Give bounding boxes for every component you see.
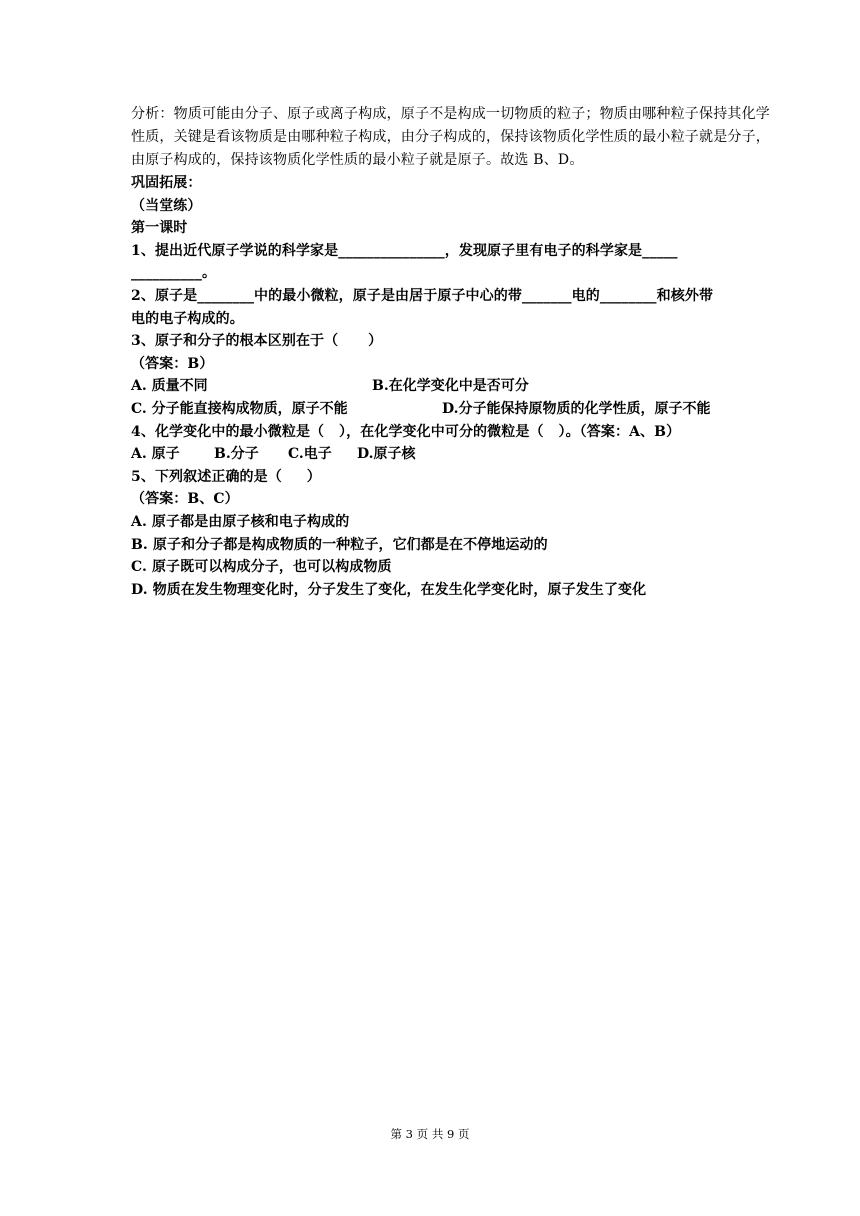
question-3-stem: 3、原子和分子的根本区别在于（ ） <box>131 333 383 350</box>
question-5-stem: 5、下列叙述正确的是（ ） <box>131 468 321 485</box>
question-4-stem: 4、化学变化中的最小微粒是（ ），在化学变化中可分的微粒是（ ）。（答案：A、B） <box>131 423 681 440</box>
page-footer: 第 3 页 共 9 页 <box>390 1127 470 1141</box>
question-5-option-b: B. 原子和分子都是构成物质的一种粒子，它们都是在不停地运动的 <box>131 536 548 553</box>
question-3-option-a: A. 质量不同 <box>131 378 208 395</box>
question-5-answer: （答案：B、C） <box>131 491 239 508</box>
question-2-line-1: 2、原子是________中的最小微粒，原子是由居于原子中心的带_______电的________和核外带 <box>131 287 714 304</box>
question-4-option-c: C.电子 <box>288 446 332 463</box>
question-3-option-d: D.分子能保持原物质的化学性质，原子不能 <box>442 400 711 417</box>
question-4-option-d: D.原子核 <box>357 446 416 463</box>
question-5-option-a: A. 原子都是由原子核和电子构成的 <box>131 513 350 530</box>
question-1-line-1: 1、提出近代原子学说的科学家是_______________，发现原子里有电子的科学家是_____ <box>131 242 678 259</box>
page-content <box>131 103 771 601</box>
question-3-options-row-2 <box>131 398 771 421</box>
heading-practice: （当堂练） <box>131 197 202 214</box>
heading-lesson: 第一课时 <box>131 220 188 237</box>
question-1-line-2: __________。 <box>131 265 217 282</box>
question-4-option-b: B.分子 <box>214 446 259 463</box>
analysis-paragraph: 分析：物质可能由分子、原子或离子构成，原子不是构成一切物质的粒子；物质由哪种粒子保持其化学性质，关键是看该物质是由哪种粒子构成，由分子构成的，保持该物质化学性质的最小粒子就是分子，由原子构成的，保持该物质化学性质的最小粒子就是原子。故选 B、D。 <box>131 106 770 168</box>
heading-consolidate: 巩固拓展： <box>131 175 202 191</box>
question-4-option-a: A. 原子 <box>131 446 180 463</box>
question-3-option-c: C. 分子能直接构成物质，原子不能 <box>131 400 348 417</box>
question-4-options-row <box>131 443 771 466</box>
question-2-line-2: 电的电子构成的。 <box>131 310 244 327</box>
question-5-option-d: D. 物质在发生物理变化时，分子发生了变化，在发生化学变化时，原子发生了变化 <box>131 581 647 598</box>
question-5-option-c: C. 原子既可以构成分子，也可以构成物质 <box>131 559 392 576</box>
question-3-option-b: B.在化学变化中是否可分 <box>372 378 529 395</box>
question-3-answer: （答案：B） <box>131 355 214 372</box>
question-3-options-row-1 <box>131 375 771 398</box>
